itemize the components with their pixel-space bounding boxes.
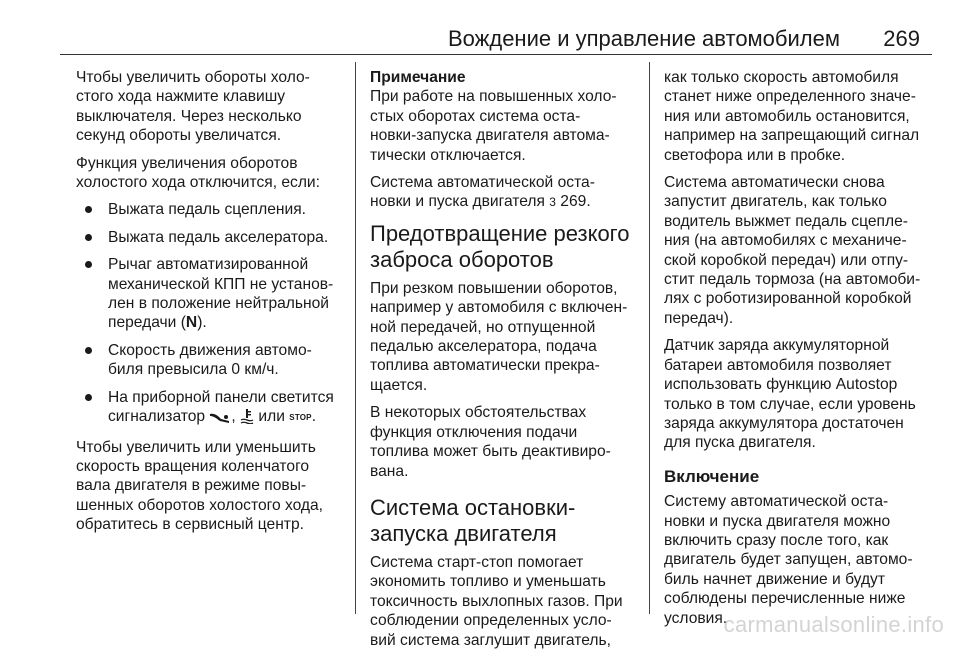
bullet-item	[76, 200, 346, 219]
text-line: При резком повышении оборотов,	[370, 279, 618, 297]
text-line: функция отключения подачи	[370, 423, 578, 441]
column-divider	[355, 62, 356, 614]
text-fragment: .	[311, 408, 317, 426]
paragraph	[76, 438, 346, 535]
engine-coolant-icon	[240, 408, 254, 429]
paragraph	[664, 68, 934, 165]
text-line: Функция увеличения оборотов	[76, 154, 298, 172]
text-line: светофора или в пробке.	[664, 146, 846, 164]
text-line: условия.	[664, 609, 728, 627]
text-line: обратитесь в сервисный центр.	[76, 516, 304, 534]
text-line: Чтобы увеличить обороты холо-	[76, 69, 310, 86]
text-line: вий система заглушит двигатель,	[370, 631, 611, 649]
paragraph	[370, 279, 640, 395]
text-line: стит педаль тормоза (на автомоби-	[664, 271, 921, 289]
text-fragment: ,	[231, 408, 241, 426]
text-line: токсичность выхлопных газов. При	[370, 592, 623, 610]
text-line: включить сразу после того, как	[664, 531, 889, 549]
text-line: использовать функцию Autostop	[664, 376, 898, 394]
text-line: запустит двигатель, как только	[664, 193, 887, 211]
text-line: заряда аккумулятора достаточен	[664, 414, 904, 432]
text-line	[108, 313, 346, 332]
paragraph	[664, 173, 934, 328]
text-line: педалью акселератора, подача	[370, 338, 597, 356]
arrow-reference-icon: 3	[549, 195, 556, 210]
text-line: соблюдении определенных усло-	[370, 612, 612, 630]
section-heading	[370, 221, 640, 273]
text-line: для пуска двигателя.	[664, 434, 816, 452]
text-line: ной передачей, но отпущенной	[370, 318, 596, 336]
paragraph	[370, 403, 640, 481]
text-line: например на запрещающий сигнал	[664, 127, 920, 145]
text-line: щается.	[370, 376, 428, 394]
text-line: экономить топливо и уменьшать	[370, 573, 606, 591]
heading-line: заброса оборотов	[370, 246, 554, 272]
note-heading: Примечание	[370, 69, 466, 86]
text-line: лях с роботизированной коробкой	[664, 290, 912, 308]
text-line: На приборной панели светится	[108, 388, 334, 406]
text-line: новки-запуска двигателя автома-	[370, 127, 610, 145]
column-2	[370, 68, 640, 658]
text-fragment: или	[254, 408, 290, 426]
text-line: механической КПП не установ-	[108, 275, 334, 293]
column-1	[76, 68, 346, 543]
bullet-icon	[85, 234, 92, 241]
page-number: 269	[883, 26, 920, 51]
text-line: ской коробкой передач) или отпу-	[664, 251, 909, 269]
bullet-item	[76, 228, 346, 247]
section-heading	[370, 495, 640, 547]
heading-line: Предотвращение резкого	[370, 220, 630, 246]
text-line	[370, 192, 640, 212]
text-fragment: новки и пуска двигателя	[370, 193, 550, 211]
bullet-icon	[85, 394, 92, 401]
text-line: Рычаг автоматизированной	[108, 256, 309, 274]
column-divider	[649, 62, 650, 614]
text-line: соблюдены перечисленные ниже	[664, 590, 906, 608]
page-header	[60, 0, 932, 55]
text-line	[108, 407, 346, 429]
text-line: Чтобы увеличить или уменьшить	[76, 438, 316, 456]
text-line: Скорость движения автомо-	[108, 341, 312, 359]
text-line: Выжата педаль акселератора.	[108, 228, 329, 246]
text-line: тически отключается.	[370, 146, 526, 164]
paragraph	[76, 154, 346, 193]
bullet-item	[76, 341, 346, 380]
text-line: двигатель будет запущен, автомо-	[664, 551, 913, 569]
text-line: водитель выжмет педаль сцепле-	[664, 212, 908, 230]
gear-letter: N	[185, 314, 198, 332]
text-line: В некоторых обстоятельствах	[370, 404, 587, 422]
text-line: холостого хода отключится, если:	[76, 174, 320, 192]
text-line: вана.	[370, 462, 409, 480]
text-line: например у автомобиля с включен-	[370, 299, 628, 317]
stop-indicator-icon: STOP	[289, 413, 312, 423]
text-line: Система автоматической оста-	[370, 174, 595, 192]
text-line: биля превысила 0 км/ч.	[108, 361, 279, 379]
text-line: как только скорость автомобиля	[664, 69, 899, 86]
paragraph	[664, 492, 934, 628]
text-line: биль начнет движение и будут	[664, 570, 885, 588]
text-line: передач).	[664, 309, 734, 327]
bullet-icon	[85, 347, 92, 354]
bullet-icon	[85, 206, 92, 213]
text-line: топлива может быть деактивиро-	[370, 443, 611, 461]
text-line: ния или автомобиль остановится,	[664, 107, 910, 125]
paragraph	[76, 68, 346, 146]
text-line: новки и пуска двигателя можно	[664, 512, 891, 530]
subsection-heading: Включение	[664, 466, 760, 486]
text-line: станет ниже определенного значе-	[664, 88, 916, 106]
text-line: Система старт-стоп помогает	[370, 553, 584, 571]
text-line: выключателя. Через несколько	[76, 107, 302, 125]
text-fragment: ).	[197, 314, 207, 332]
page-reference: 269.	[555, 193, 591, 211]
text-line: Выжата педаль сцепления.	[108, 201, 306, 219]
text-line: стых оборотах система оста-	[370, 107, 581, 125]
text-line: шенных оборотов холостого хода,	[76, 496, 324, 514]
text-line: скорость вращения коленчатого	[76, 457, 310, 475]
text-line: секунд обороты увеличатся.	[76, 127, 282, 145]
bullet-item	[76, 255, 346, 333]
text-line: вала двигателя в режиме повы-	[76, 477, 307, 495]
pedal-curve-icon	[209, 410, 231, 429]
note-block	[370, 68, 640, 165]
heading-line: запуска двигателя	[370, 520, 557, 546]
text-line: Датчик заряда аккумуляторной	[664, 337, 890, 355]
text-line: топлива автоматически прекра-	[370, 357, 600, 375]
paragraph	[370, 553, 640, 650]
text-line: При работе на повышенных холо-	[370, 88, 617, 106]
watermark: carmanualsonline.info	[723, 612, 944, 637]
text-fragment: сигнализатор	[108, 408, 210, 426]
paragraph	[664, 336, 934, 452]
text-line: батареи автомобиля позволяет	[664, 356, 892, 374]
paragraph	[370, 173, 640, 213]
page-title: Вождение и управление автомобилем	[447, 26, 840, 51]
bullet-icon	[85, 261, 92, 268]
text-line: лен в положение нейтральной	[108, 295, 330, 313]
text-line: Система автоматически снова	[664, 174, 885, 192]
text-fragment: передачи (	[108, 314, 186, 332]
text-line: только в том случае, если уровень	[664, 395, 916, 413]
column-3	[664, 68, 934, 636]
bullet-item	[76, 388, 346, 430]
text-line: Систему автоматической оста-	[664, 493, 889, 511]
text-line: ния (на автомобилях с механиче-	[664, 232, 907, 250]
text-line: стого хода нажмите клавишу	[76, 88, 286, 106]
heading-line: Система остановки-	[370, 494, 576, 520]
